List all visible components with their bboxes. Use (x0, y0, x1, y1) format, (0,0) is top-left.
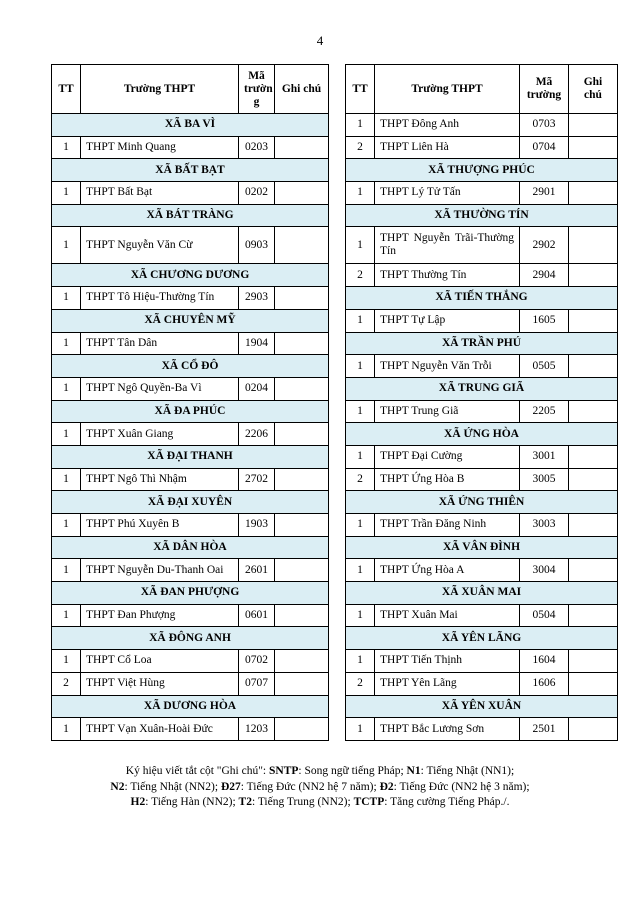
school-code: 1606 (520, 672, 569, 695)
commune-section-row (52, 536, 329, 559)
footnote-text: : Tiếng Trung (NN2); (251, 796, 354, 808)
school-name: THPT Tô Hiệu-Thường Tín (81, 287, 239, 310)
table-row (52, 136, 329, 159)
table-row (346, 114, 618, 137)
footnote-text: Ký hiệu viết tắt cột "Ghi chú": (125, 765, 269, 777)
footnote-abbreviation: N2 (110, 780, 125, 793)
header-tt: TT (52, 65, 81, 114)
note-cell (275, 604, 329, 627)
header-note: Ghi chú (569, 65, 618, 114)
commune-section-row (52, 582, 329, 605)
footnote-abbreviation: Đ2 (379, 780, 394, 793)
row-number: 1 (346, 604, 375, 627)
school-code: 1903 (239, 514, 275, 537)
school-code: 0707 (239, 672, 275, 695)
commune-name: XÃ ĐAN PHƯỢNG (52, 582, 329, 605)
note-cell (275, 672, 329, 695)
school-code: 3001 (520, 445, 569, 468)
school-name: THPT Yên Lãng (375, 672, 520, 695)
table-row (346, 182, 618, 205)
header-code: Mã trườn g (239, 65, 275, 114)
row-number: 2 (52, 672, 81, 695)
school-code: 1904 (239, 332, 275, 355)
school-code: 3004 (520, 559, 569, 582)
commune-section-row (52, 627, 329, 650)
commune-section-row (52, 695, 329, 718)
header-tt: TT (346, 65, 375, 114)
note-cell (275, 377, 329, 400)
row-number: 1 (52, 559, 81, 582)
row-number: 1 (52, 227, 81, 264)
note-cell (569, 468, 618, 491)
footnote-text: : Tăng cường Tiếng Pháp./. (384, 796, 510, 808)
table-row (52, 227, 329, 264)
footnote (60, 764, 580, 811)
commune-section-row (346, 423, 618, 446)
left-table-body (52, 114, 329, 741)
commune-name: XÃ THƯỢNG PHÚC (346, 159, 618, 182)
note-cell (275, 559, 329, 582)
school-code: 2205 (520, 400, 569, 423)
commune-name: XÃ ỨNG HÒA (346, 423, 618, 446)
footnote-text: : Tiếng Nhật (NN1); (420, 765, 515, 777)
school-name: THPT Tiến Thịnh (375, 650, 520, 673)
school-name: THPT Đông Anh (375, 114, 520, 137)
commune-name: XÃ ĐẠI XUYÊN (52, 491, 329, 514)
school-code: 3005 (520, 468, 569, 491)
commune-name: XÃ THƯỜNG TÍN (346, 204, 618, 227)
school-name: THPT Trung Giã (375, 400, 520, 423)
note-cell (275, 287, 329, 310)
row-number: 1 (52, 650, 81, 673)
school-code: 2902 (520, 227, 569, 264)
table-row (346, 514, 618, 537)
commune-name: XÃ ĐÔNG ANH (52, 627, 329, 650)
commune-name: XÃ DÂN HÒA (52, 536, 329, 559)
header-school: Trường THPT (81, 65, 239, 114)
school-code: 0704 (520, 136, 569, 159)
note-cell (275, 468, 329, 491)
note-cell (275, 514, 329, 537)
school-name: THPT Tân Dân (81, 332, 239, 355)
footnote-text: : Tiếng Đức (NN2 hệ 3 năm); (393, 780, 530, 793)
school-code: 1605 (520, 309, 569, 332)
school-name: THPT Trần Đăng Ninh (375, 514, 520, 537)
school-code: 0903 (239, 227, 275, 264)
school-name: THPT Đan Phượng (81, 604, 239, 627)
commune-section-row (346, 582, 618, 605)
commune-name: XÃ XUÂN MAI (346, 582, 618, 605)
row-number: 1 (52, 332, 81, 355)
note-cell (569, 309, 618, 332)
row-number: 1 (346, 309, 375, 332)
school-name: THPT Tự Lập (375, 309, 520, 332)
footnote-text: : Tiếng Đức (NN2 hệ 7 năm); (240, 780, 380, 793)
commune-name: XÃ TRẦN PHÚ (346, 332, 618, 355)
school-name: THPT Liên Hà (375, 136, 520, 159)
note-cell (569, 650, 618, 673)
row-number: 1 (346, 559, 375, 582)
commune-section-row (52, 355, 329, 378)
right-school-table (345, 64, 618, 741)
commune-name: XÃ DƯƠNG HÒA (52, 695, 329, 718)
row-number: 1 (346, 718, 375, 741)
commune-name: XÃ BÁT TRÀNG (52, 204, 329, 227)
table-row (52, 182, 329, 205)
school-name: THPT Minh Quang (81, 136, 239, 159)
table-row (52, 718, 329, 741)
school-name: THPT Nguyễn Văn Trỗi (375, 355, 520, 378)
school-name: THPT Bất Bạt (81, 182, 239, 205)
commune-section-row (346, 204, 618, 227)
table-row (346, 400, 618, 423)
row-number: 1 (52, 514, 81, 537)
row-number: 1 (52, 468, 81, 491)
footnote-abbreviation: N1 (406, 765, 421, 777)
row-number: 1 (346, 355, 375, 378)
school-name: THPT Xuân Mai (375, 604, 520, 627)
commune-name: XÃ CHUYÊN MỸ (52, 309, 329, 332)
note-cell (275, 423, 329, 446)
table-row (52, 672, 329, 695)
commune-name: XÃ ĐA PHÚC (52, 400, 329, 423)
note-cell (275, 227, 329, 264)
footnote-text: : Tiếng Hàn (NN2); (145, 796, 239, 808)
commune-name: XÃ BA VÌ (52, 114, 329, 137)
row-number: 1 (346, 114, 375, 137)
school-code: 2904 (520, 264, 569, 287)
school-code: 0703 (520, 114, 569, 137)
school-code: 1604 (520, 650, 569, 673)
table-row (52, 604, 329, 627)
note-cell (569, 718, 618, 741)
commune-name: XÃ ĐẠI THANH (52, 445, 329, 468)
table-row (52, 650, 329, 673)
row-number: 1 (346, 445, 375, 468)
row-number: 2 (346, 468, 375, 491)
note-cell (569, 227, 618, 264)
table-row (346, 445, 618, 468)
school-code: 2206 (239, 423, 275, 446)
table-row (346, 468, 618, 491)
school-code: 2501 (520, 718, 569, 741)
row-number: 1 (346, 650, 375, 673)
school-name: THPT Ứng Hòa B (375, 468, 520, 491)
row-number: 2 (346, 672, 375, 695)
right-table-body (346, 114, 618, 741)
row-number: 1 (52, 136, 81, 159)
school-name: THPT Bắc Lương Sơn (375, 718, 520, 741)
school-name: THPT Thường Tín (375, 264, 520, 287)
footnote-abbreviation: TCTP (353, 796, 385, 808)
commune-section-row (346, 287, 618, 310)
commune-section-row (346, 377, 618, 400)
commune-section-row (52, 400, 329, 423)
commune-section-row (346, 332, 618, 355)
note-cell (569, 559, 618, 582)
school-name: THPT Việt Hùng (81, 672, 239, 695)
footnote-abbreviation: T2 (238, 796, 252, 808)
left-school-table (51, 64, 329, 741)
note-cell (275, 332, 329, 355)
table-row (52, 559, 329, 582)
footnote-line-2 (60, 780, 580, 796)
commune-section-row (52, 114, 329, 137)
school-code: 0504 (520, 604, 569, 627)
school-code: 2702 (239, 468, 275, 491)
table-row (346, 264, 618, 287)
school-name: THPT Đại Cường (375, 445, 520, 468)
note-cell (569, 182, 618, 205)
school-code: 0601 (239, 604, 275, 627)
row-number: 1 (346, 182, 375, 205)
school-code: 1203 (239, 718, 275, 741)
school-name: THPT Nguyễn Trãi-Thường Tín (375, 227, 520, 264)
commune-name: XÃ CỔ ĐÔ (52, 355, 329, 378)
school-name: THPT Ngô Thì Nhậm (81, 468, 239, 491)
note-cell (569, 355, 618, 378)
table-row (346, 650, 618, 673)
table-row (52, 468, 329, 491)
row-number: 1 (52, 718, 81, 741)
row-number: 2 (346, 264, 375, 287)
table-row (346, 355, 618, 378)
table-row (52, 377, 329, 400)
row-number: 1 (52, 423, 81, 446)
row-number: 1 (52, 377, 81, 400)
commune-name: XÃ VÂN ĐÌNH (346, 536, 618, 559)
footnote-line-3 (60, 795, 580, 811)
commune-name: XÃ TRUNG GIÃ (346, 377, 618, 400)
row-number: 1 (52, 182, 81, 205)
row-number: 2 (346, 136, 375, 159)
note-cell (275, 136, 329, 159)
school-name: THPT Ứng Hòa A (375, 559, 520, 582)
commune-name: XÃ ỨNG THIÊN (346, 491, 618, 514)
commune-section-row (346, 491, 618, 514)
note-cell (275, 182, 329, 205)
commune-section-row (346, 695, 618, 718)
note-cell (569, 672, 618, 695)
commune-section-row (52, 491, 329, 514)
commune-section-row (52, 309, 329, 332)
note-cell (569, 136, 618, 159)
row-number: 1 (52, 604, 81, 627)
note-cell (275, 650, 329, 673)
commune-section-row (346, 627, 618, 650)
commune-section-row (52, 159, 329, 182)
school-code: 2903 (239, 287, 275, 310)
commune-section-row (52, 204, 329, 227)
row-number: 1 (346, 400, 375, 423)
school-code: 0203 (239, 136, 275, 159)
school-code: 0204 (239, 377, 275, 400)
footnote-text: : Song ngữ tiếng Pháp; (298, 765, 407, 777)
footnote-text: : Tiếng Nhật (NN2); (124, 780, 221, 793)
note-cell (569, 114, 618, 137)
school-code: 0702 (239, 650, 275, 673)
school-name: THPT Ngô Quyền-Ba Vì (81, 377, 239, 400)
commune-section-row (52, 445, 329, 468)
table-row (346, 136, 618, 159)
footnote-abbreviation: Đ27 (220, 780, 241, 793)
table-row (346, 559, 618, 582)
table-row (52, 514, 329, 537)
commune-section-row (346, 159, 618, 182)
table-row (52, 423, 329, 446)
school-name: THPT Xuân Giang (81, 423, 239, 446)
note-cell (569, 400, 618, 423)
table-row (346, 227, 618, 264)
school-name: THPT Nguyễn Du-Thanh Oai (81, 559, 239, 582)
note-cell (569, 514, 618, 537)
school-name: THPT Nguyễn Văn Cừ (81, 227, 239, 264)
footnote-abbreviation: H2 (130, 796, 146, 808)
table-row (346, 604, 618, 627)
footnote-abbreviation: SNTP (269, 765, 299, 777)
row-number: 1 (52, 287, 81, 310)
table-row (346, 718, 618, 741)
school-code: 0202 (239, 182, 275, 205)
commune-name: XÃ BẤT BẠT (52, 159, 329, 182)
commune-name: XÃ YÊN LÃNG (346, 627, 618, 650)
commune-section-row (346, 536, 618, 559)
school-name: THPT Vạn Xuân-Hoài Đức (81, 718, 239, 741)
row-number: 1 (346, 227, 375, 264)
note-cell (275, 718, 329, 741)
school-code: 0505 (520, 355, 569, 378)
table-row (52, 287, 329, 310)
commune-name: XÃ CHƯƠNG DƯƠNG (52, 264, 329, 287)
school-code: 2601 (239, 559, 275, 582)
note-cell (569, 604, 618, 627)
commune-section-row (52, 264, 329, 287)
school-name: THPT Phú Xuyên B (81, 514, 239, 537)
commune-name: XÃ TIẾN THẮNG (346, 287, 618, 310)
note-cell (569, 445, 618, 468)
table-row (52, 332, 329, 355)
page-number: 4 (316, 33, 324, 48)
commune-name: XÃ YÊN XUÂN (346, 695, 618, 718)
school-code: 2901 (520, 182, 569, 205)
school-name: THPT Lý Tử Tấn (375, 182, 520, 205)
footnote-line-1 (60, 764, 580, 780)
header-school: Trường THPT (375, 65, 520, 114)
table-row (346, 309, 618, 332)
row-number: 1 (346, 514, 375, 537)
header-code: Mã trường (520, 65, 569, 114)
table-row (346, 672, 618, 695)
school-code: 3003 (520, 514, 569, 537)
header-note: Ghi chú (275, 65, 329, 114)
note-cell (569, 264, 618, 287)
school-name: THPT Cổ Loa (81, 650, 239, 673)
